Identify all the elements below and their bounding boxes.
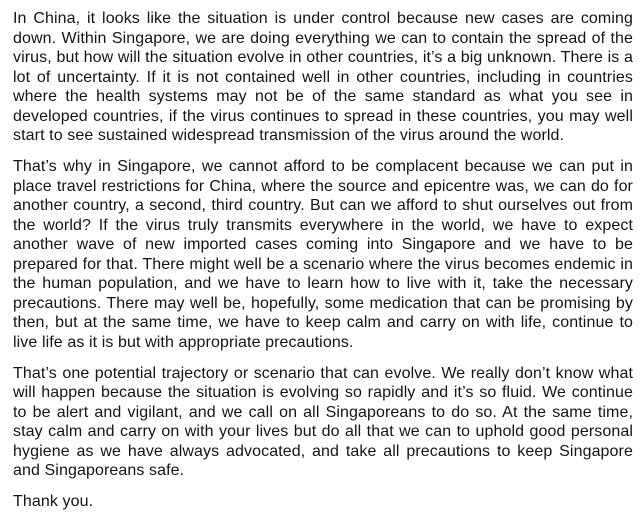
paragraph-trajectory-scenario: That’s one potential trajectory or scenario that can evolve. We really don’t know what will happen because the situation is evolving so rapidly and it’s so fluid. We continue to be alert and vigilant, and we call on all Singaporeans to do so. At the same time, stay calm and carry on with your lives but do all that we can to uphold good personal hygiene as we have always advocated, and take all precautions to keep Singapore and Singaporeans safe. bbox=[13, 364, 633, 479]
paragraph-singapore-complacency: That’s why in Singapore, we cannot afford to be complacent because we can put in place travel restrictions for China, where the source and epicentre was, we can do for another country, a second, third country. But can we afford to shut ourselves out from the world? If the virus truly transmits everywhere in the world, we have to expect another wave of new imported cases coming into Singapore and we have to be prepared for that. There might well be a scenario where the virus becomes endemic in the human population, and we have to learn how to live with it, take the necessary precautions. There may well be, hopefully, some medication that can be promising by then, but at the same time, we have to keep calm and carry on with life, continue to live life as it is but with appropriate precautions. bbox=[13, 158, 633, 351]
paragraph-china-situation: In China, it looks like the situation is under control because new cases are coming down. Within Singapore, we are doing everything we can to contain the spread of the virus, but how will the situation evolve in other countries, it’s a big unknown. There is a lot of uncertainty. If it is not contained well in other countries, including in countries where the health systems may not be of the same standard as what you see in developed countries, if the virus continues to spread in these countries, you may well start to see sustained widespread transmission of the virus around the world. bbox=[13, 10, 633, 144]
paragraph-thank-you: Thank you. bbox=[13, 493, 94, 510]
